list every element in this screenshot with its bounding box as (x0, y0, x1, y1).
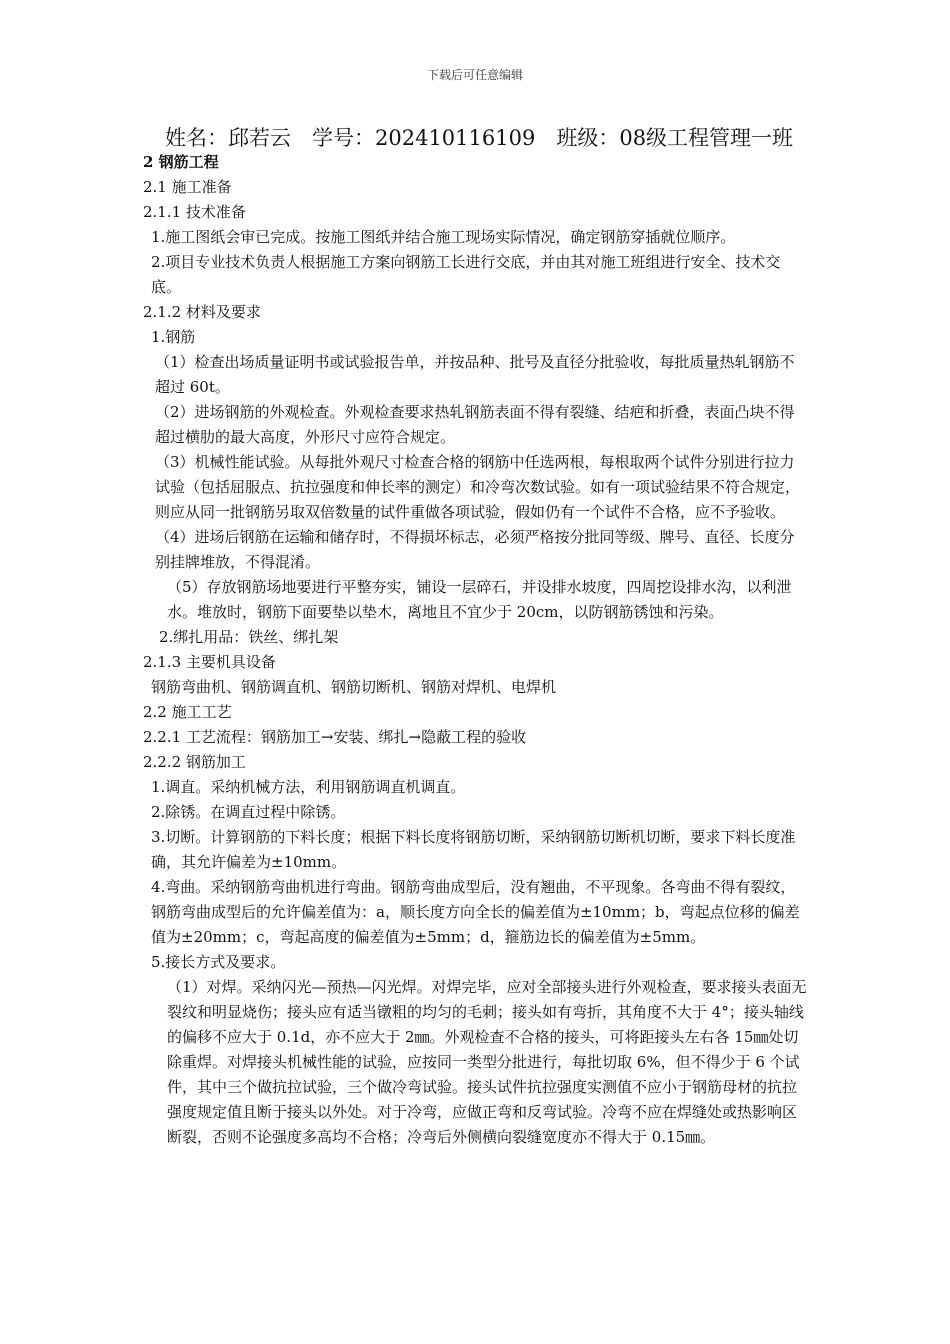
document-paragraph: 2.2.1 工艺流程：钢筋加工→安装、绑扎→隐蔽工程的验收 (143, 728, 527, 746)
document-body (143, 150, 807, 1150)
document-paragraph: 1.钢筋 (151, 328, 196, 346)
document-paragraph: 2.项目专业技术负责人根据施工方案向钢筋工长进行交底，并由其对施工班组进行安全、技术交底。 (151, 253, 781, 296)
document-paragraph: （3）机械性能试验。从每批外观尺寸检查合格的钢筋中任选两根，每根取两个试件分别进行拉力试验（包括屈服点、抗拉强度和伸长率的测定）和冷弯次数试验。如有一项试验结果不符合规定，则应从同一批钢筋另取双倍数量的试件重做各项试验，假如仍有一个试件不合格，应不予验收。 (155, 453, 801, 521)
document-paragraph: 2.1.3 主要机具设备 (143, 653, 276, 671)
document-paragraph: 1.调直。采纳机械方法，利用钢筋调直机调直。 (151, 778, 466, 796)
document-paragraph: （4）进场后钢筋在运输和储存时，不得损坏标志，必须严格按分批同等级、牌号、直径、长度分别挂牌堆放，不得混淆。 (155, 528, 795, 571)
document-paragraph: 2.2 施工工艺 (143, 703, 232, 721)
document-paragraph: （1）检查出场质量证明书或试验报告单，并按品种、批号及直径分批验收，每批质量热轧钢筋不超过 60t。 (155, 353, 795, 396)
document-paragraph: 2.1.2 材料及要求 (143, 303, 261, 321)
document-paragraph: 4.弯曲。采纳钢筋弯曲机进行弯曲。钢筋弯曲成型后，没有翘曲，不平现象。各弯曲不得有裂纹，钢筋弯曲成型后的允许偏差值为：a，顺长度方向全长的偏差值为±10mm；b，弯起点位移的偏差值为±20mm；c，弯起高度的偏差值为±5mm；d，箍筋边长的偏差值为±5mm。 (151, 878, 800, 946)
document-paragraph: 1.施工图纸会审已完成。按施工图纸并结合施工现场实际情况，确定钢筋穿插就位顺序。 (151, 228, 736, 246)
document-paragraph: 2.除锈。在调直过程中除锈。 (151, 803, 346, 821)
document-paragraph: 3.切断。计算钢筋的下料长度；根据下料长度将钢筋切断，采纳钢筋切断机切断，要求下料长度准确，其允许偏差为±10mm。 (151, 828, 796, 871)
document-paragraph: 2.1 施工准备 (143, 178, 232, 196)
section-heading: 2 钢筋工程 (143, 153, 219, 171)
document-paragraph: （1）对焊。采纳闪光—预热—闪光焊。对焊完毕，应对全部接头进行外观检查，要求接头表面无裂纹和明显烧伤；接头应有适当镦粗的均匀的毛刺；接头如有弯折，其角度不大于 4°；接头轴线的偏移不应大于 0.1d，亦不应大于 2㎜。外观检查不合格的接头，可将距接头左右各 15㎜处切除重焊。对焊接头机械性能的试验，应按同一类型分批进行，每批切取 6%，但不得少于 6 个试件，其中三个做抗拉试验，三个做冷弯试验。接头试件抗拉强度实测值不应小于钢筋母材的抗拉强度规定值且断于接头以外处。对于冷弯，应做正弯和反弯试验。冷弯不应在焊缝处或热影响区断裂，否则不论强度多高均不合格；冷弯后外侧横向裂缝宽度亦不得大于 0.15㎜。 (167, 978, 807, 1146)
document-paragraph: 2.绑扎用品：铁丝、绑扎架 (159, 628, 339, 646)
student-info-title: 姓名：邱若云 学号：202410116109 班级：08级工程管理一班 (165, 126, 794, 150)
page-header: 下载后可任意编辑 (426, 68, 523, 82)
document-paragraph: 2.2.2 钢筋加工 (143, 753, 246, 771)
document-paragraph: 2.1.1 技术准备 (143, 203, 246, 221)
document-paragraph: 5.接长方式及要求。 (151, 953, 286, 971)
document-paragraph: 钢筋弯曲机、钢筋调直机、钢筋切断机、钢筋对焊机、电焊机 (151, 678, 557, 696)
document-paragraph: （2）进场钢筋的外观检查。外观检查要求热轧钢筋表面不得有裂缝、结疤和折叠，表面凸块不得超过横肋的最大高度，外形尺寸应符合规定。 (155, 403, 795, 446)
document-paragraph: （5）存放钢筋场地要进行平整夯实，铺设一层碎石，并设排水坡度，四周挖设排水沟，以利泄水。堆放时，钢筋下面要垫以垫木，离地且不宜少于 20cm，以防钢筋锈蚀和污染。 (167, 578, 792, 621)
